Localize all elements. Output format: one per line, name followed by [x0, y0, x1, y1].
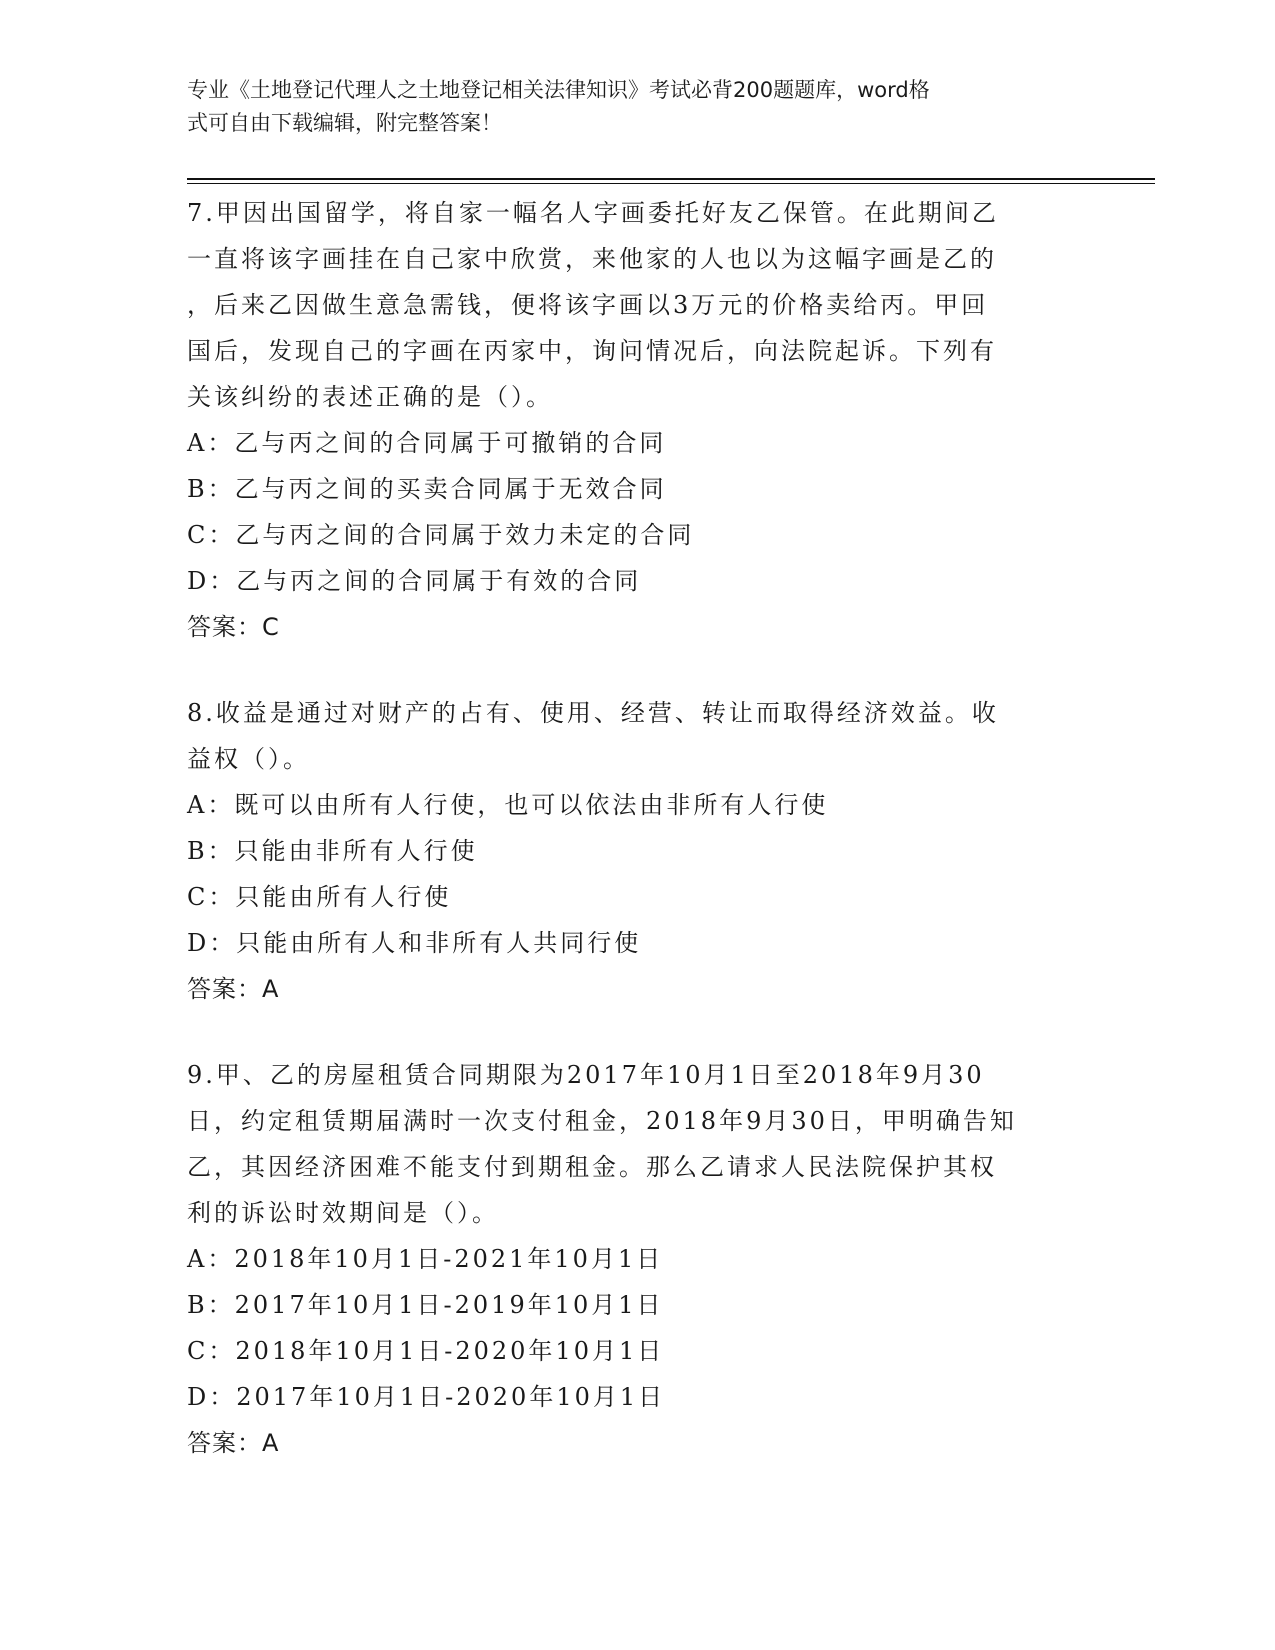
option-d: D：只能由所有人和非所有人共同行使 — [187, 929, 642, 957]
question-9 — [187, 1052, 1087, 1466]
answer: 答案：A — [187, 1429, 280, 1457]
option-a: A：2018年10月1日-2021年10月1日 — [187, 1245, 664, 1273]
question-text-line: 关该纠纷的表述正确的是（）。 — [187, 383, 553, 411]
question-text-line: ，后来乙因做生意急需钱，便将该字画以3万元的价格卖给丙。甲回 — [187, 291, 989, 319]
header-divider-thick — [187, 178, 1155, 180]
option-b: B：只能由非所有人行使 — [187, 837, 478, 865]
question-text-line: 8.收益是通过对财产的占有、使用、经营、转让而取得经济效益。收 — [187, 699, 999, 727]
question-text-line: 日，约定租赁期届满时一次支付租金，2018年9月30日，甲明确告知 — [187, 1107, 1017, 1135]
option-c: C：只能由所有人行使 — [187, 883, 452, 911]
answer: 答案：A — [187, 975, 280, 1003]
question-7 — [187, 190, 1087, 650]
option-b: B：2017年10月1日-2019年10月1日 — [187, 1291, 664, 1319]
header-divider-thin — [187, 183, 1155, 184]
question-text-line: 一直将该字画挂在自己家中欣赏，来他家的人也以为这幅字画是乙的 — [187, 245, 997, 273]
document-header — [187, 74, 1087, 140]
question-list — [187, 190, 1087, 1506]
header-line: 式可自由下载编辑，附完整答案！ — [187, 111, 502, 135]
option-c: C：2018年10月1日-2020年10月1日 — [187, 1337, 665, 1365]
answer: 答案：C — [187, 613, 280, 641]
question-text-line: 益权（）。 — [187, 745, 310, 773]
option-a: A：既可以由所有人行使，也可以依法由非所有人行使 — [187, 791, 829, 819]
question-text-line: 利的诉讼时效期间是（）。 — [187, 1199, 499, 1227]
question-text-line: 7.甲因出国留学，将自家一幅名人字画委托好友乙保管。在此期间乙 — [187, 199, 999, 227]
question-8 — [187, 690, 1087, 1012]
option-b: B：乙与丙之间的买卖合同属于无效合同 — [187, 475, 667, 503]
option-a: A：乙与丙之间的合同属于可撤销的合同 — [187, 429, 667, 457]
header-line: 专业《土地登记代理人之土地登记相关法律知识》考试必背200题题库，word格 — [187, 78, 930, 102]
question-text-line: 国后，发现自己的字画在丙家中，询问情况后，向法院起诉。下列有 — [187, 337, 997, 365]
question-text-line: 乙，其因经济困难不能支付到期租金。那么乙请求人民法院保护其权 — [187, 1153, 997, 1181]
option-d: D：乙与丙之间的合同属于有效的合同 — [187, 567, 642, 595]
question-text-line: 9.甲、乙的房屋租赁合同期限为2017年10月1日至2018年9月30 — [187, 1061, 985, 1089]
option-d: D：2017年10月1日-2020年10月1日 — [187, 1383, 666, 1411]
option-c: C：乙与丙之间的合同属于效力未定的合同 — [187, 521, 695, 549]
